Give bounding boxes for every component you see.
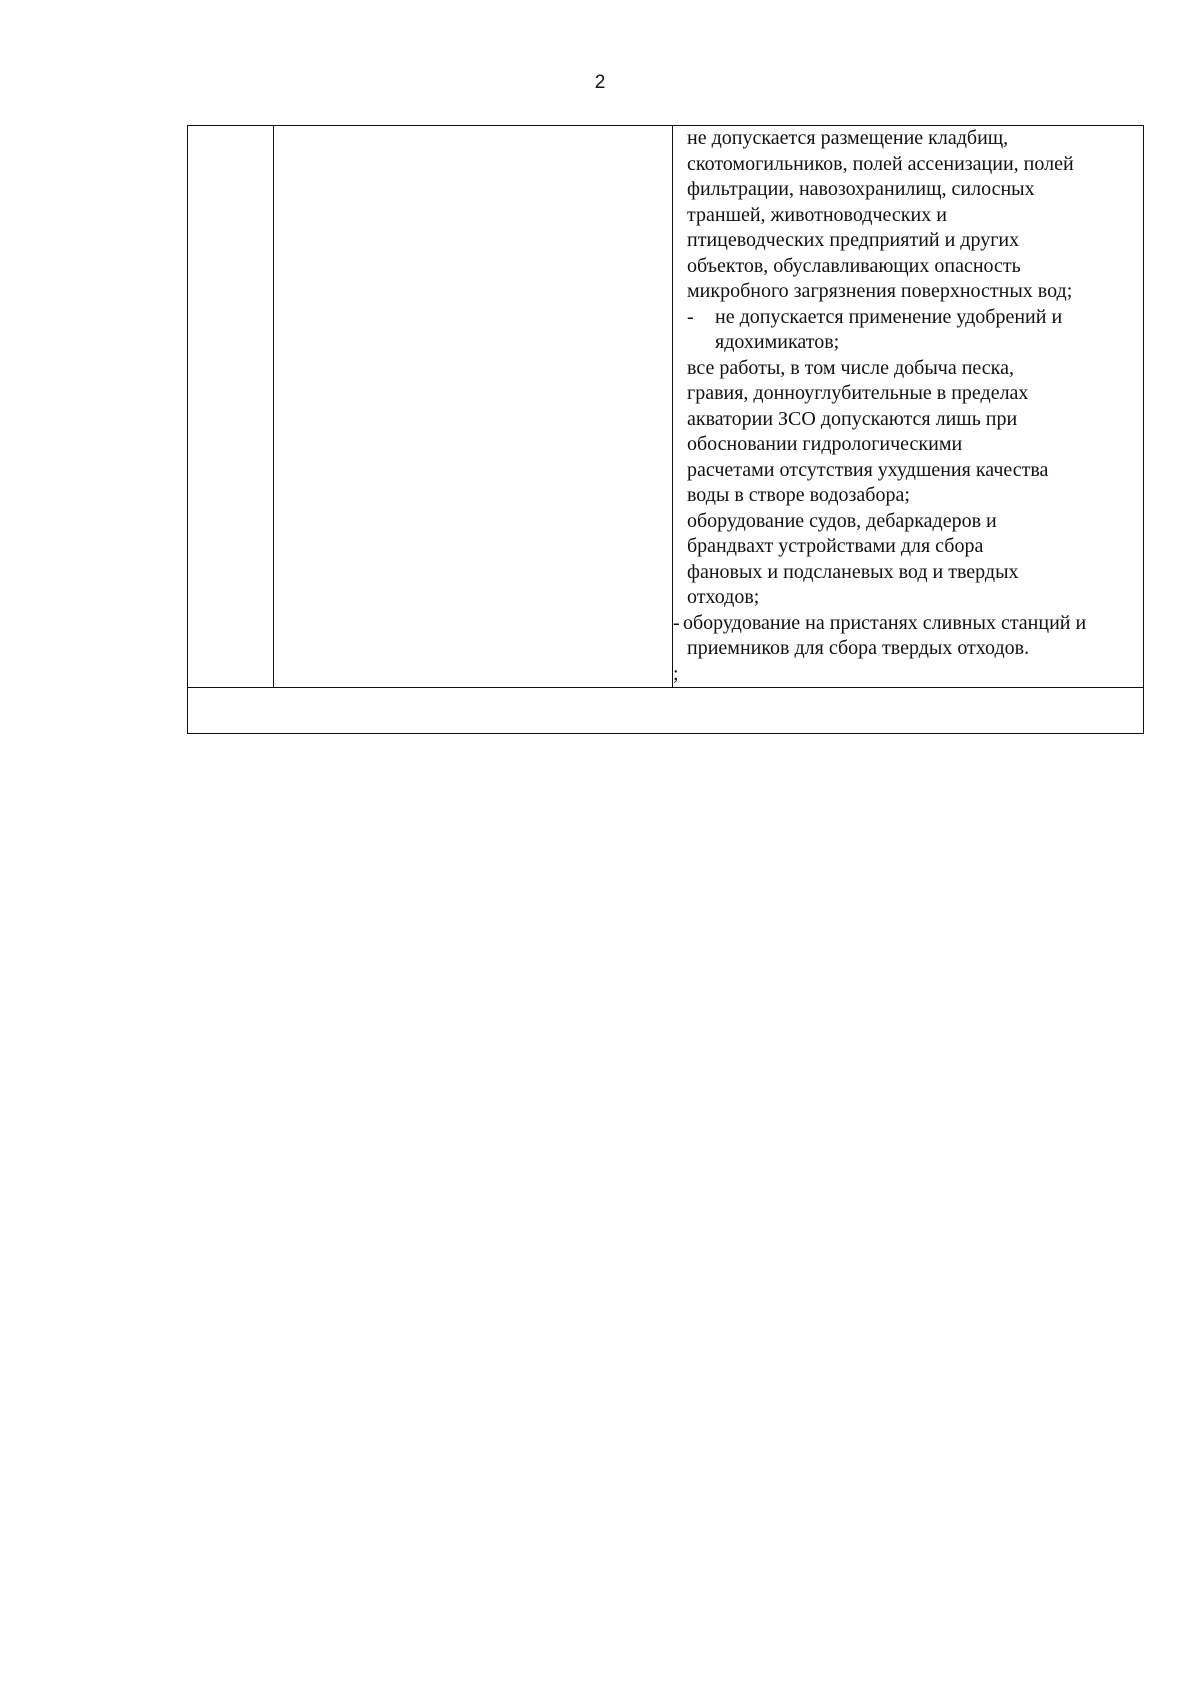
text-line: отходов; — [687, 586, 760, 608]
text-line: микробного загрязнения поверхностных вод; — [687, 280, 1073, 302]
list-item — [673, 305, 1143, 331]
text-line: птицеводческих предприятий и других — [687, 229, 1020, 251]
text-line: все работы, в том числе добыча песка, — [687, 356, 1014, 379]
text-line: фановых и подсланевых вод и твердых — [687, 560, 1019, 583]
table-cell-zone — [274, 126, 673, 688]
text-line: траншей, животноводческих и — [687, 203, 947, 226]
list-dash: - — [673, 611, 680, 634]
list-item — [673, 611, 1143, 637]
text-line: не допускается применение удобрений и — [715, 305, 1063, 328]
text-line: акватории ЗСО допускаются лишь при — [687, 407, 1018, 430]
text-line: ; — [673, 662, 679, 685]
text-line: не допускается размещение кладбищ, — [687, 127, 1009, 149]
text-line: гравия, донноуглубительные в пределах — [687, 382, 1029, 404]
table-cell-number — [188, 126, 274, 688]
table-cell-empty — [188, 688, 1144, 734]
text-line: брандвахт устройствами для сбора — [687, 535, 984, 557]
text-line: фильтрации, навозохранилищ, силосных — [687, 178, 1035, 200]
text-line: воды в створе водозабора; — [687, 484, 910, 506]
requirements-table — [187, 125, 1144, 734]
text-line: приемников для сбора твердых отходов. — [687, 637, 1030, 659]
text-line: объектов, обуславливающих опасность — [687, 254, 1021, 277]
text-line: обосновании гидрологическими — [687, 433, 963, 455]
table-row — [188, 126, 1144, 688]
text-line: скотомогильников, полей ассенизации, полей — [687, 152, 1074, 175]
text-line: оборудование судов, дебаркадеров и — [687, 509, 997, 532]
page-number: 2 — [594, 72, 606, 93]
text-line: ядохимикатов; — [715, 331, 840, 353]
text-line: оборудование на пристанях сливных станций и — [683, 611, 1087, 634]
list-dash: - — [687, 305, 694, 328]
table-cell-restrictions — [673, 126, 1144, 688]
table-row — [188, 688, 1144, 734]
text-line: расчетами отсутствия ухудшения качества — [687, 458, 1049, 481]
